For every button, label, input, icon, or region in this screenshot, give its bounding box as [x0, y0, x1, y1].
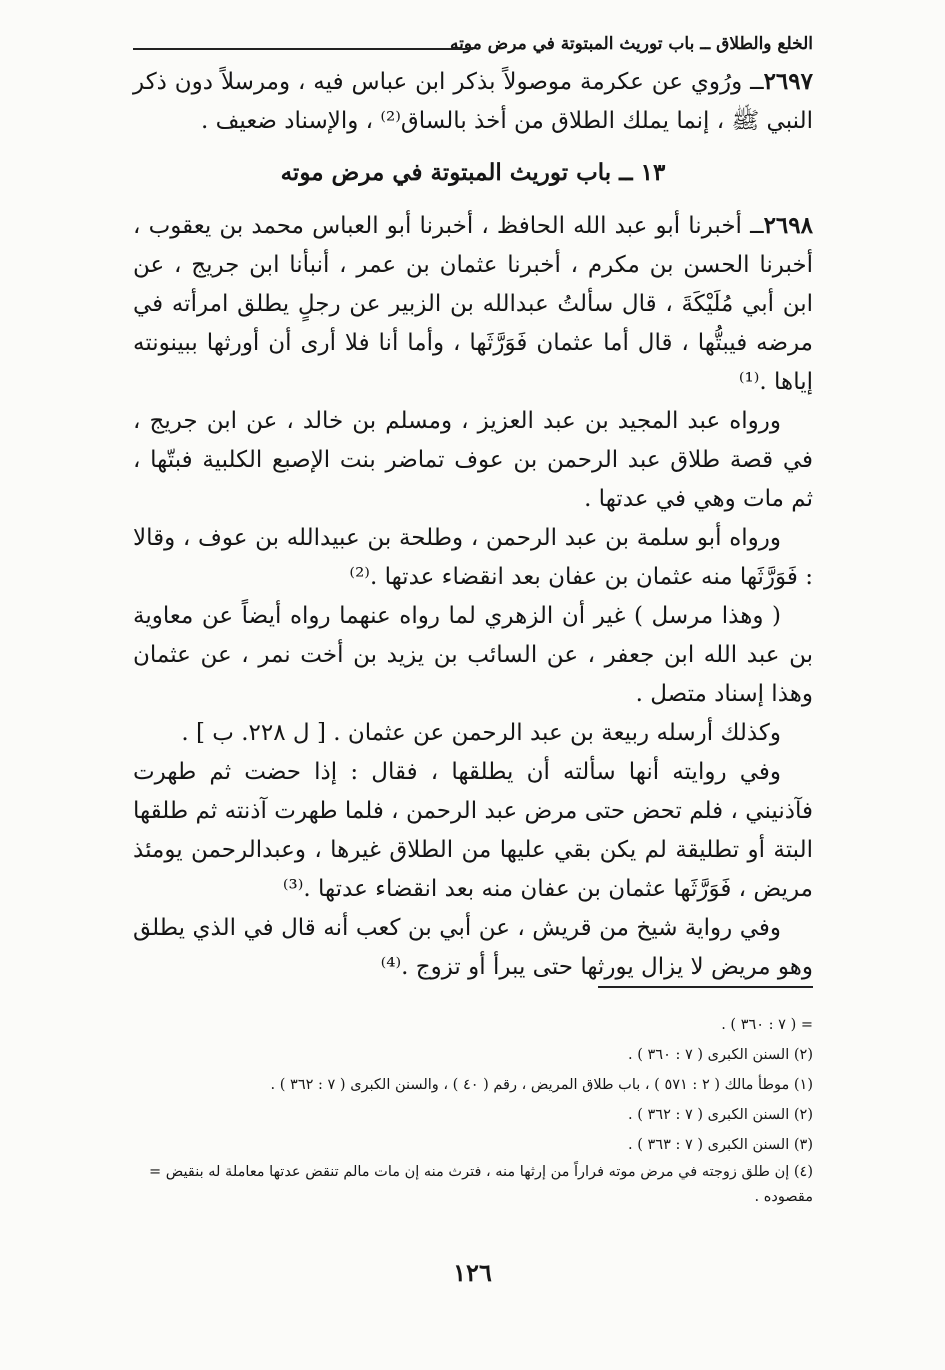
- footnote: (٣) السنن الكبرى ( ٧ : ٣٦٣ ) .: [628, 1137, 813, 1153]
- paragraph-text: ــ أخبرنا أبو عبد الله الحافظ ، أخبرنا أبو العباس محمد بن يعقوب ، أخبرنا الحسن بن مكرم ، أخبرنا عثمان بن عمر ، أنبأنا ابن جريج ، عن ابن أبي مُلَيْكَةَ ، قال سألتُ عبدالله بن الزبير عن رجلٍ يطلق امرأته في مرضه فيبتُّها ، قال أما عثمان فَوَرَّثَها ، وأما أنا فلا أرى أن أورثها ببينونته إياها .⁽¹⁾: [133, 213, 813, 395]
- hadith-number: ٢٦٩٧: [763, 68, 813, 95]
- paragraph: ورواه عبد المجيد بن عبد العزيز ، ومسلم بن خالد ، عن ابن جريج ، في قصة طلاق عبد الرحمن بن عوف تماضر بنت الإصبع الكلبية فبتّها ، ثم مات وهي في عدتها .: [133, 408, 813, 512]
- main-text: [133, 62, 813, 987]
- page-number: ١٢٦: [453, 1258, 492, 1287]
- footnotes: [133, 1010, 813, 1210]
- footnote: = ( ٧ : ٣٦٠ ) .: [721, 1017, 813, 1033]
- running-head-title: الخلع والطلاق ــ باب توريث المبتوتة في مرض موته: [449, 34, 813, 54]
- running-head: [133, 34, 813, 58]
- paragraph: وفي روايته أنها سألته أن يطلقها ، فقال : إذا حضت ثم طهرت فآذنيني ، فلم تحض حتى مرض عبد الرحمن ، فلما طهرت آذنته ثم طلقها البتة أو تطليقة لم يكن بقي عليها من الطلاق غيرها ، وعبدالرحمن يومئذ مريض ، فَوَرَّثَها عثمان بن عفان منه بعد انقضاء عدتها .⁽³⁾: [133, 759, 813, 902]
- paragraph-2698: [133, 206, 813, 402]
- footnote: (١) موطأ مالك ( ٢ : ٥٧١ ) ، باب طلاق المريض ، رقم ( ٤٠ ) ، والسنن الكبرى ( ٧ : ٣٦٢ ) .: [270, 1077, 813, 1093]
- footnote: (٢) السنن الكبرى ( ٧ : ٣٦٢ ) .: [628, 1107, 813, 1123]
- paragraph-text: ــ ورُوي عن عكرمة موصولاً بذكر ابن عباس فيه ، ومرسلاً دون ذكر النبي ﷺ ، إنما يملك الطلاق من أخذ بالساق⁽²⁾ ، والإسناد ضعيف .: [133, 69, 813, 134]
- footnote: (٢) السنن الكبرى ( ٧ : ٣٦٠ ) .: [628, 1047, 813, 1063]
- paragraph-2697: [133, 62, 813, 141]
- paragraph: وفي رواية شيخ من قريش ، عن أبي بن كعب أنه قال في الذي يطلق وهو مريض لا يزال يورثها حتى يبرأ أو تزوج .⁽⁴⁾: [133, 915, 813, 980]
- hadith-number: ٢٦٩٨: [763, 212, 813, 239]
- footnote-separator: [598, 986, 813, 988]
- paragraph: ( وهذا مرسل ) غير أن الزهري لما رواه عنهما رواه أيضاً عن معاوية بن عبد الله ابن جعفر ، عن السائب بن يزيد بن أخت نمر ، عن عثمان وهذا إسناد متصل .: [133, 603, 813, 707]
- section-heading: ١٣ ــ باب توريث المبتوتة في مرض موته: [280, 159, 666, 186]
- paragraph: وكذلك أرسله ربيعة بن عبد الرحمن عن عثمان . [ ل ٢٢٨. ب ] .: [181, 720, 781, 746]
- paragraph: ورواه أبو سلمة بن عبد الرحمن ، وطلحة بن عبيدالله بن عوف ، وقالا : فَوَرَّثَها منه عثمان بن عفان بعد انقضاء عدتها .⁽²⁾: [133, 525, 813, 590]
- running-head-rule: [133, 48, 473, 50]
- footnote: (٤) إن طلق زوجته في مرض موته فراراً من إرثها منه ، فترث منه إن مات مالم تنقض عدتها معاملة له بنقيض = مقصوده .: [149, 1164, 813, 1205]
